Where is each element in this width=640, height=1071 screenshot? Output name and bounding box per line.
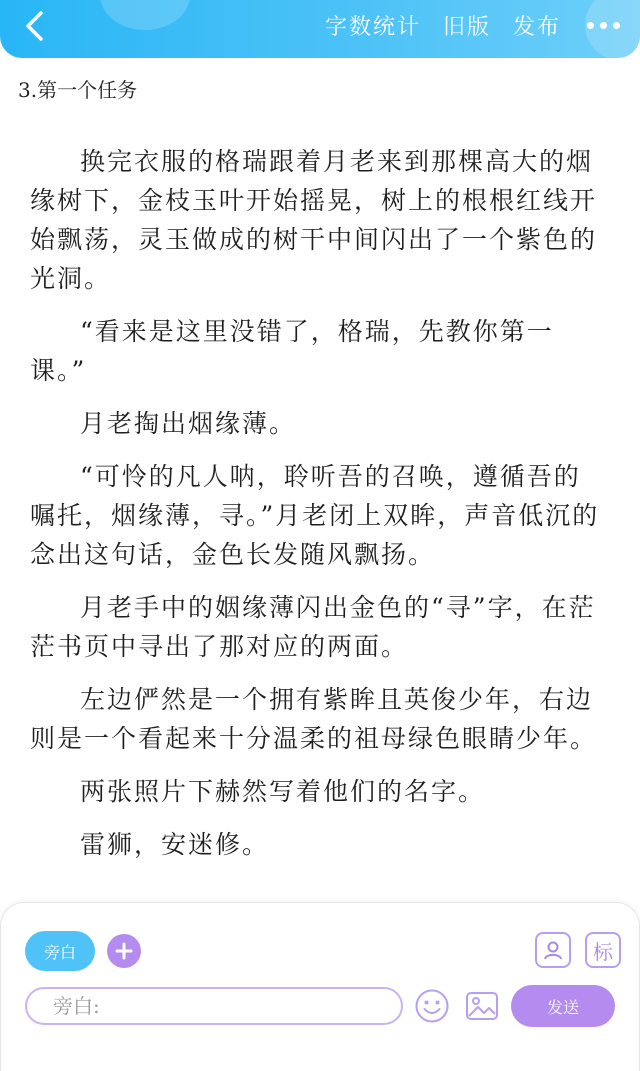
paragraph: 左边俨然是一个拥有紫眸且英俊少年，右边则是一个看起来十分温柔的祖母绿色眼睛少年。 [30,685,598,753]
message-input[interactable] [53,994,401,1018]
header-decoration [100,0,190,30]
header-actions [325,8,620,42]
character-button[interactable] [535,932,571,968]
more-dots-icon[interactable] [583,22,620,29]
paragraph: “可怜的凡人呐，聆听吾的召唤，遵循吾的嘱托，烟缘薄，寻。”月老闭上双眸，声音低沉的念出这句话，金色长发随风飘扬。 [30,462,600,569]
old-version-button[interactable]: 旧版 [442,14,491,40]
person-card-icon [541,938,565,962]
tag-button[interactable] [585,932,621,968]
word-count-button[interactable]: 字数统计 [324,14,421,40]
paragraph: 雷狮，安迷修。 [80,830,270,859]
chapter-content [30,142,606,878]
paragraph: 两张照片下赫然写着他们的名字。 [80,777,486,806]
paragraph: 月老手中的姻缘薄闪出金色的“寻”字，在茫茫书页中寻出了那对应的两面。 [30,593,596,661]
chapter-title: 3.第一个任务 [18,78,138,102]
add-role-button[interactable] [107,934,141,968]
back-button[interactable] [14,6,54,46]
emoji-button[interactable] [413,987,451,1025]
composer-panel [0,902,640,1071]
top-bar [0,0,640,58]
message-input-wrapper [25,987,403,1025]
chevron-left-icon [23,10,45,42]
paragraph: “看来是这里没错了，格瑞，先教你第一课。” [30,317,554,385]
emoji-icon [414,988,450,1024]
paragraph: 换完衣服的格瑞跟着月老来到那棵高大的烟缘树下，金枝玉叶开始摇晃，树上的根根红线开始飘荡，灵玉做成的树干中间闪出了一个紫色的光洞。 [30,147,598,293]
image-button[interactable] [463,987,501,1025]
tag-icon: 标 [593,939,613,964]
publish-button[interactable]: 发布 [512,14,561,40]
paragraph: 月老掏出烟缘薄。 [80,409,297,438]
image-icon [464,988,500,1024]
plus-icon [114,941,134,961]
role-select-button[interactable]: 旁白 [25,931,95,971]
send-button[interactable]: 发送 [511,985,615,1027]
